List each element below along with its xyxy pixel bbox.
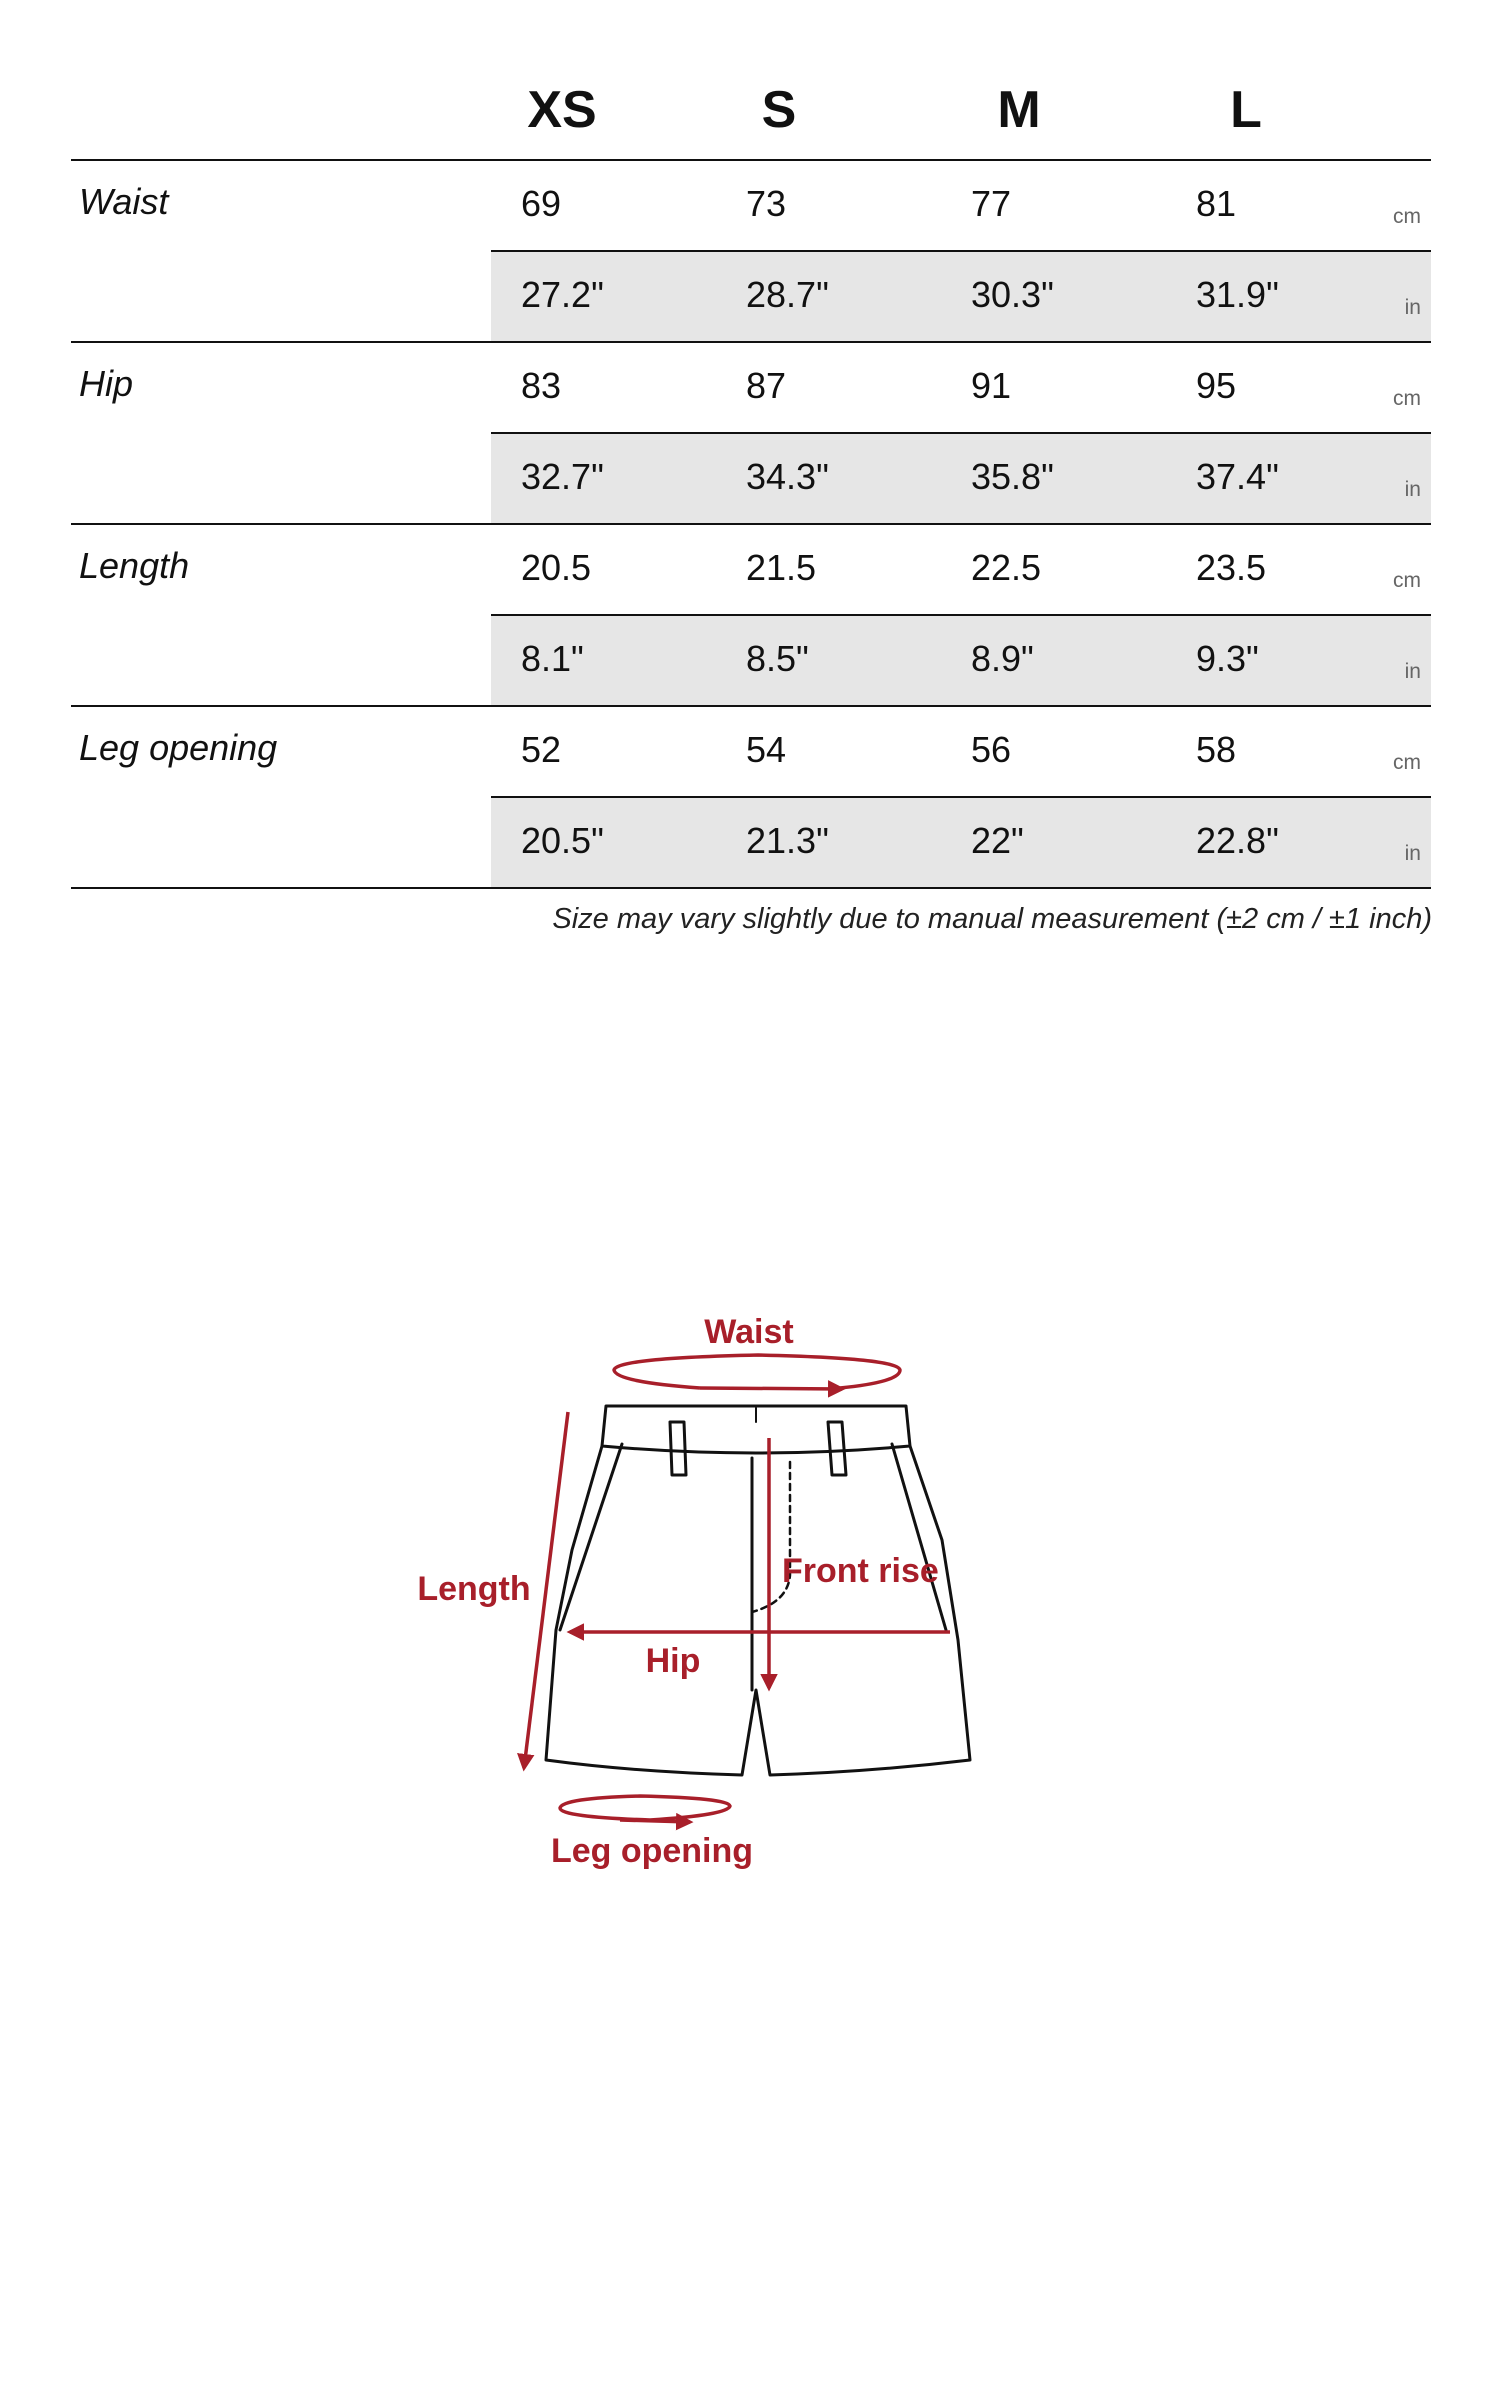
cell-value: 73: [746, 183, 787, 224]
in-row: [491, 434, 1431, 523]
cell-value: 69: [521, 183, 562, 224]
cell-value: 32.7": [521, 456, 604, 497]
unit-label: in: [1404, 660, 1421, 683]
measure-group-hip: [71, 343, 1431, 525]
cm-row: [491, 707, 1431, 798]
cell-value: 20.5: [521, 547, 592, 588]
size-table: [71, 70, 1431, 889]
measure-group-waist: [71, 161, 1431, 343]
waist-label: Waist: [704, 1313, 794, 1351]
cell-value: 31.9": [1196, 274, 1279, 315]
cell-value: 20.5": [521, 820, 604, 861]
cell-value: 35.8": [971, 456, 1054, 497]
in-row: [491, 798, 1431, 887]
measure-name: Leg opening: [79, 727, 278, 768]
measure-group-leg-opening: [71, 707, 1431, 889]
cell-value: 87: [746, 365, 787, 406]
cell-value: 22": [971, 820, 1024, 861]
measurement-note: Size may vary slightly due to manual measurement (±2 cm / ±1 inch): [552, 903, 1432, 935]
unit-label: cm: [1393, 387, 1421, 410]
cell-value: 8.5": [746, 638, 809, 679]
cell-value: 27.2": [521, 274, 604, 315]
cell-value: 56: [971, 729, 1012, 770]
shorts-measurement-diagram: [0, 1240, 1500, 1890]
cm-row: [491, 343, 1431, 434]
cell-value: 34.3": [746, 456, 829, 497]
in-row: [491, 616, 1431, 705]
diagram-svg: [0, 1240, 1500, 1890]
length-label: Length: [417, 1570, 531, 1608]
cell-value: 22.8": [1196, 820, 1279, 861]
cell-value: 8.1": [521, 638, 584, 679]
unit-label: cm: [1393, 569, 1421, 592]
size-header-s: S: [761, 81, 797, 139]
cell-value: 9.3": [1196, 638, 1259, 679]
cell-value: 21.5: [746, 547, 817, 588]
cm-row: [491, 161, 1431, 252]
in-row: [491, 252, 1431, 341]
unit-label: in: [1404, 842, 1421, 865]
measure-name: Hip: [79, 363, 134, 404]
shorts-outline: [546, 1406, 970, 1775]
leg-opening-label: Leg opening: [550, 1832, 754, 1870]
measure-name: Waist: [79, 181, 169, 222]
cell-value: 83: [521, 365, 562, 406]
leg-opening-arrow: [560, 1796, 730, 1822]
unit-label: cm: [1393, 751, 1421, 774]
measure-group-length: [71, 525, 1431, 707]
cell-value: 23.5: [1196, 547, 1267, 588]
measure-name: Length: [79, 545, 190, 586]
unit-label: in: [1404, 296, 1421, 319]
cell-value: 37.4": [1196, 456, 1279, 497]
size-header-m: M: [997, 81, 1041, 139]
cell-value: 81: [1196, 183, 1237, 224]
cell-value: 8.9": [971, 638, 1034, 679]
size-header-l: L: [1230, 81, 1262, 139]
cell-value: 28.7": [746, 274, 829, 315]
cm-row: [491, 525, 1431, 616]
cell-value: 95: [1196, 365, 1237, 406]
front-rise-label: Front rise: [782, 1552, 939, 1590]
hip-label: Hip: [645, 1642, 701, 1680]
size-header-xs: XS: [527, 81, 597, 139]
cell-value: 91: [971, 365, 1012, 406]
cell-value: 22.5: [971, 547, 1042, 588]
waist-arrow: [614, 1355, 900, 1389]
cell-value: 54: [746, 729, 787, 770]
cell-value: 77: [971, 183, 1012, 224]
cell-value: 21.3": [746, 820, 829, 861]
cell-value: 30.3": [971, 274, 1054, 315]
size-header-row: [71, 70, 1431, 161]
cell-value: 58: [1196, 729, 1237, 770]
unit-label: in: [1404, 478, 1421, 501]
unit-label: cm: [1393, 205, 1421, 228]
cell-value: 52: [521, 729, 562, 770]
